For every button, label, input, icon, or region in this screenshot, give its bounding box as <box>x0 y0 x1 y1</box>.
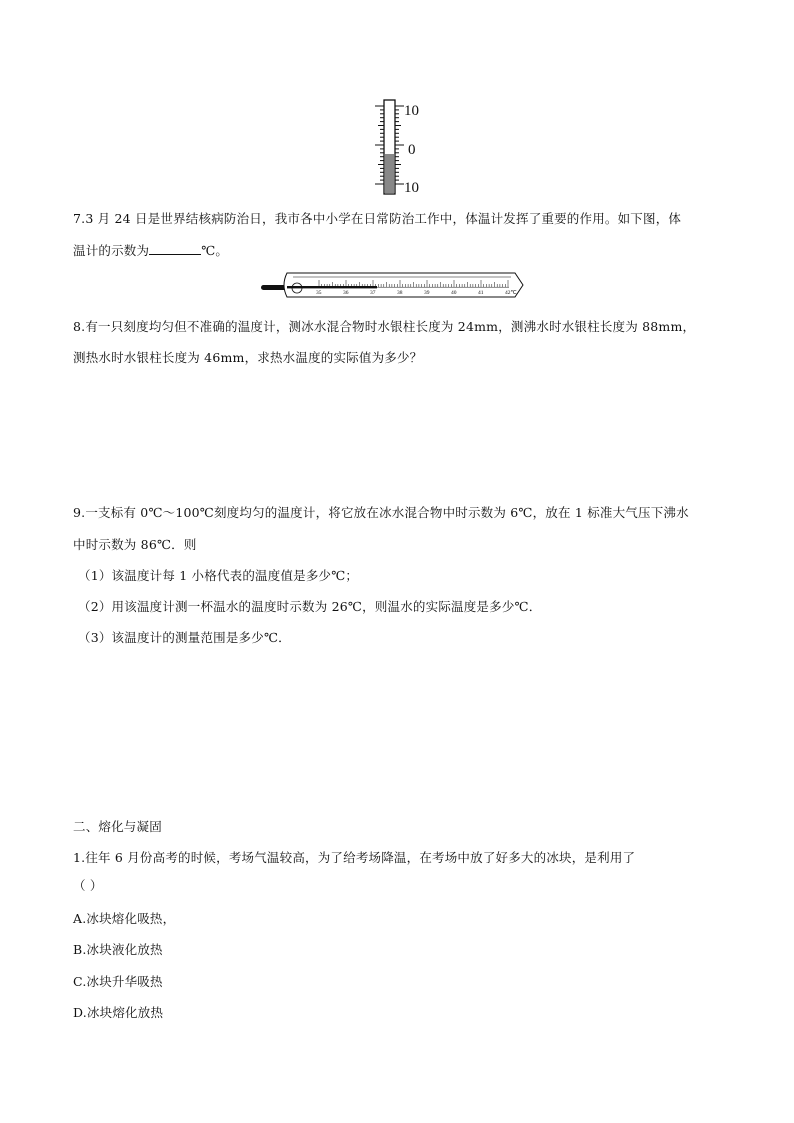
question-7-line-1: 7.3 月 24 日是世界结核病防治日，我市各中小学在日常防治工作中，体温计发挥了重要的作用。如下图，体 <box>73 211 682 226</box>
option-b: B.冰块液化放热 <box>73 942 163 957</box>
clinical-thermometer-figure <box>259 268 527 302</box>
thermometer-figure <box>370 98 430 196</box>
clinical-tick-label: 36 <box>343 290 349 296</box>
question-9-line-1: 9.一支标有 0℃～100℃刻度均匀的温度计，将它放在冰水混合物中时示数为 6℃，放在 1 标准大气压下沸水 <box>73 505 689 520</box>
scale-label-middle: 0 <box>408 142 416 158</box>
option-a: A.冰块熔化吸热， <box>73 911 176 926</box>
clinical-tick-label: 38 <box>397 290 403 296</box>
question-9-sub-2: （2）用该温度计测一杯温水的温度时示数为 26℃，则温水的实际温度是多少℃． <box>78 599 542 614</box>
answer-blank <box>149 242 201 255</box>
section-2-question-1-line-1: 1.往年 6 月份高考的时候，考场气温较高，为了给考场降温，在考场中放了好多大的冰块，是利用了 <box>73 850 636 865</box>
question-9-sub-3: （3）该温度计的测量范围是多少℃． <box>78 630 291 645</box>
question-7-line-2 <box>73 241 228 259</box>
question-7-suffix: ℃。 <box>201 243 229 258</box>
question-7-prefix: 温计的示数为 <box>73 243 150 258</box>
scale-label-top: 10 <box>404 103 419 119</box>
question-8-line-2: 测热水时水银柱长度为 46mm，求热水温度的实际值为多少？ <box>73 350 423 365</box>
clinical-tick-label: 40 <box>451 290 457 296</box>
clinical-tick-label: 35 <box>316 290 322 296</box>
question-9-line-2: 中时示数为 86℃．则 <box>73 537 197 552</box>
clinical-tick-label: 37 <box>370 290 376 296</box>
section-2-question-1-line-2: （ ） <box>73 878 103 893</box>
section-2-title: 二、熔化与凝固 <box>73 819 162 834</box>
question-8-line-1: 8.有一只刻度均匀但不准确的温度计，测冰水混合物时水银柱长度为 24mm，测沸水时水银柱长度为 88mm， <box>73 319 696 334</box>
scale-label-bottom: 10 <box>404 180 419 196</box>
clinical-tick-label: 39 <box>424 290 430 296</box>
clinical-tick-label: 42℃ <box>505 290 517 296</box>
clinical-tick-label: 41 <box>478 290 484 296</box>
option-c: C.冰块升华吸热 <box>73 974 163 989</box>
question-9-sub-1: （1）该温度计每 1 小格代表的温度值是多少℃； <box>78 568 359 583</box>
option-d: D.冰块熔化放热 <box>73 1005 164 1020</box>
